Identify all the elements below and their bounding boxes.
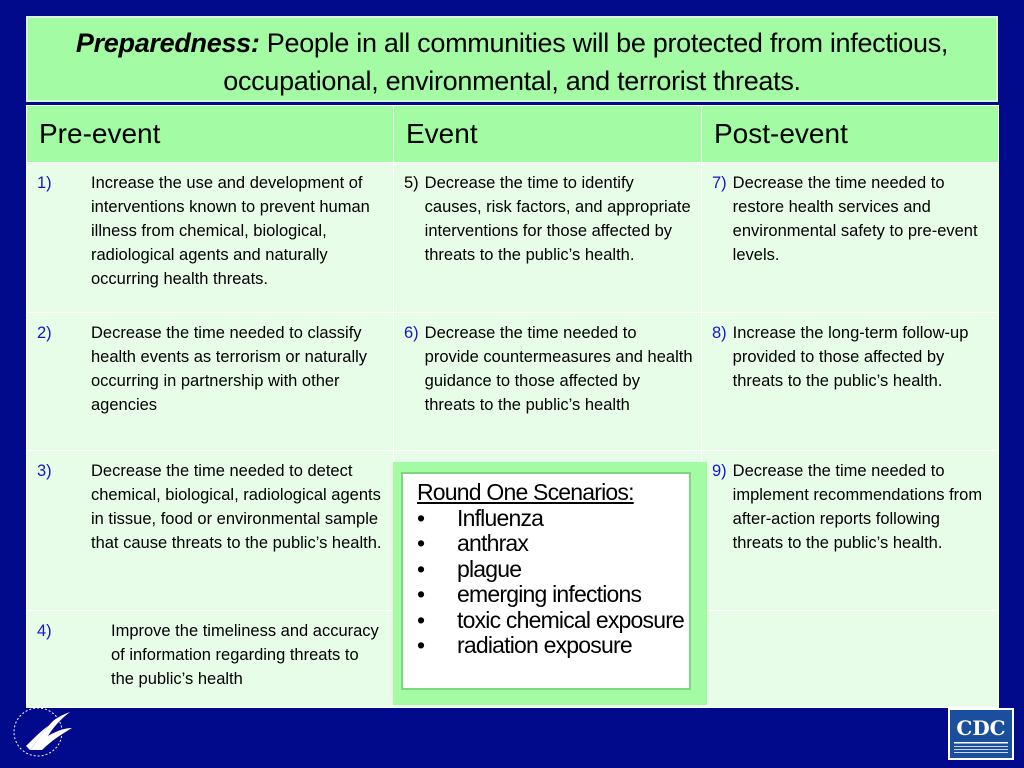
scenario-item: [417, 608, 689, 634]
table-cell: [27, 451, 394, 611]
table-cell: [702, 313, 999, 451]
cdc-logo-icon: [948, 708, 1014, 760]
goal-text: Decrease the time needed to implement recommendations from after-action reports following threats to the public’s health.: [732, 462, 983, 552]
cdc-logo-text: CDC: [956, 716, 1006, 740]
scenario-item: [417, 531, 689, 557]
scenario-label: anthrax: [457, 530, 529, 556]
goal-number: 5): [404, 174, 419, 192]
table-cell: [27, 163, 394, 313]
goal-number: 7): [712, 174, 727, 192]
table-row: [27, 163, 999, 313]
col-header-event: Event: [394, 106, 702, 163]
goal-text: Decrease the time needed to provide countermeasures and health guidance to those affected by threats to the public’s health: [424, 324, 693, 414]
scenario-label: emerging infections: [457, 581, 642, 607]
goal-number: 3): [37, 462, 52, 480]
table-cell: [702, 611, 999, 708]
title-bold: Preparedness:: [75, 28, 260, 58]
bullet-icon: •: [417, 632, 425, 658]
table-cell: [394, 313, 702, 451]
scenario-item: [417, 557, 689, 583]
scenario-item: [417, 582, 689, 608]
scenario-item: [417, 633, 689, 659]
scenarios-box: [401, 472, 691, 690]
table-cell: [394, 163, 702, 313]
goal-number: 2): [37, 324, 52, 342]
goal-number: 8): [712, 324, 727, 342]
col-header-post-event: Post-event: [702, 106, 999, 163]
hhs-eagle-logo-icon: [8, 700, 78, 762]
goal-text: Improve the timeliness and accuracy of information regarding threats to the public’s health: [111, 622, 379, 688]
table-header-row: [27, 106, 999, 163]
scenarios-callout: [393, 462, 707, 705]
table-cell: [27, 313, 394, 451]
table-cell: [702, 451, 999, 611]
goal-text: Decrease the time needed to detect chemical, biological, radiological agents in tissue, food or environmental sample that cause threats to the public’s health.: [91, 462, 382, 552]
bullet-icon: •: [417, 504, 425, 531]
goal-text: Increase the use and development of interventions known to prevent human illness from chemical, biological, radiological agents and naturally occurring health threats.: [91, 174, 370, 288]
goal-number: 6): [404, 324, 419, 342]
bullet-icon: •: [417, 581, 425, 607]
goal-number: 9): [712, 462, 727, 480]
goal-number: 1): [37, 174, 52, 192]
goal-text: Decrease the time needed to restore health services and environmental safety to pre-event levels.: [732, 174, 978, 264]
bullet-icon: •: [417, 555, 425, 582]
table-cell: [27, 611, 394, 708]
col-header-pre-event: Pre-event: [27, 106, 394, 163]
table-row: [27, 313, 999, 451]
goal-text: Decrease the time to identify causes, risk factors, and appropriate interventions for those affected by threats to the public’s health.: [424, 174, 691, 264]
scenario-item: [417, 506, 689, 532]
scenario-label: Influenza: [457, 504, 544, 531]
scenario-label: toxic chemical exposure: [457, 606, 685, 633]
slide-title: [26, 16, 998, 102]
scenario-label: plague: [457, 555, 522, 582]
goal-number: 4): [37, 622, 52, 640]
goal-text: Increase the long-term follow-up provided to those affected by threats to the public’s health.: [732, 324, 969, 390]
title-text: People in all communities will be protected from infectious, occupational, environmental, and terrorist threats.: [223, 28, 949, 96]
scenario-label: radiation exposure: [457, 632, 632, 658]
bullet-icon: •: [417, 530, 425, 556]
goal-text: Decrease the time needed to classify health events as terrorism or naturally occurring in partnership with other agencies: [91, 324, 368, 414]
scenarios-title: Round One Scenarios:: [417, 479, 634, 505]
table-cell: [702, 163, 999, 313]
bullet-icon: •: [417, 606, 425, 633]
